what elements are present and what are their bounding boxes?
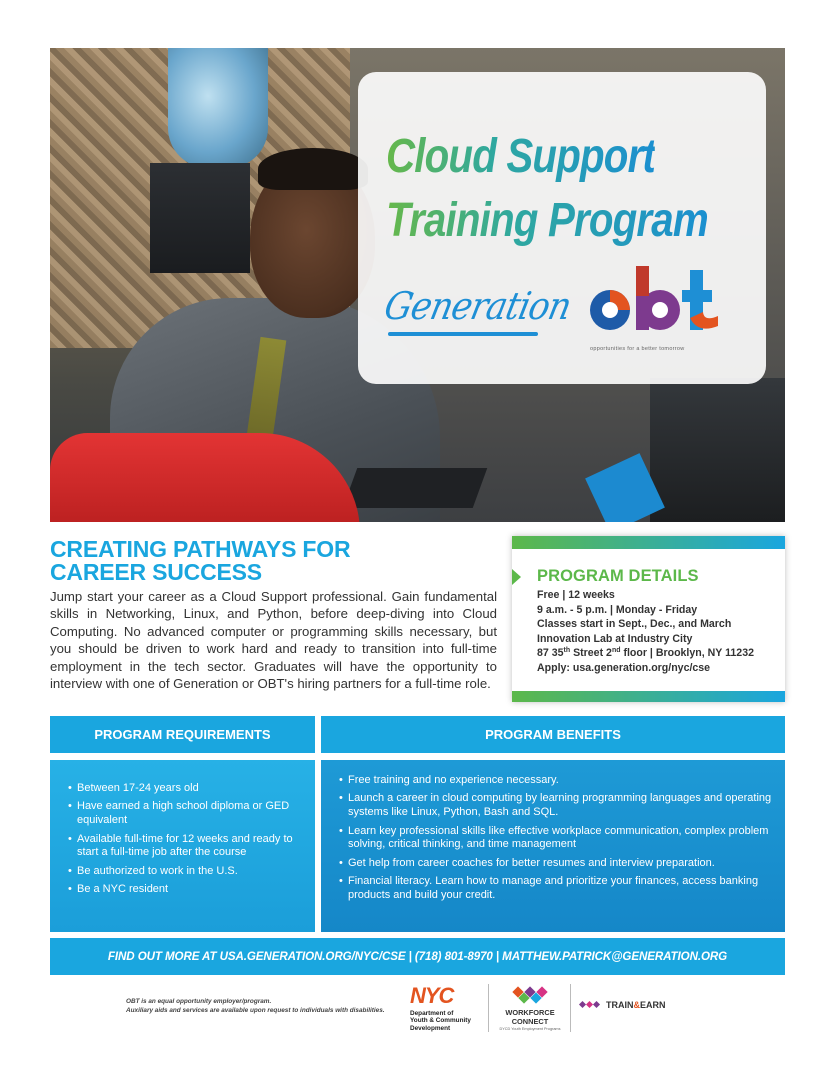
workforce-connect-wordmark: WORKFORCE CONNECT <box>505 1008 555 1026</box>
keyboard <box>343 468 488 508</box>
requirements-heading: PROGRAM REQUIREMENTS <box>50 716 315 753</box>
headline-line-2: CAREER SUCCESS <box>50 559 262 585</box>
details-bottom-bar <box>512 691 785 702</box>
program-details-lines <box>537 588 754 676</box>
nyc-wordmark: NYC <box>410 983 454 1008</box>
train-earn-logo <box>578 1000 666 1010</box>
intro-paragraph: Jump start your career as a Cloud Support professional. Gain fundamental skills in Networking, Linux, and Python, before deep-diving into Cloud Computing. No advanced computer or programming skills necessary, but you should be driven to work hard and ready to transition into full-time employment in the tech sector. Graduates will have the opportunity to interview with one of Generation or OBT's hiring partners for a full-time role. <box>50 589 497 692</box>
details-schedule: 9 a.m. - 5 p.m. | Monday - Friday <box>537 603 698 616</box>
list-item: • Get help from career coaches for better resumes and interview preparation. <box>339 857 779 871</box>
contact-bar[interactable]: FIND OUT MORE AT USA.GENERATION.ORG/NYC/CSE | (718) 801-8970 | MATTHEW.PATRICK@GENERATION.ORG <box>50 938 785 975</box>
generation-logo-underline <box>388 332 538 336</box>
disclaimer <box>126 997 385 1015</box>
nyc-dycd-logo <box>410 984 478 1032</box>
list-item: • Available full-time for 12 weeks and ready to start a full-time job after the course <box>68 833 308 861</box>
title-card <box>358 72 766 384</box>
disclaimer-line-1: OBT is an equal opportunity employer/program. <box>126 998 272 1005</box>
requirements-panel <box>50 760 315 932</box>
disclaimer-line-2: Auxiliary aids and services are available upon request to individuals with disabilities. <box>126 1007 385 1014</box>
list-item: • Launch a career in cloud computing by learning programming languages and operating systems like Linux, Python, Bash and SQL. <box>339 792 779 820</box>
list-item: • Be authorized to work in the U.S. <box>68 865 308 879</box>
list-item: • Between 17-24 years old <box>68 782 308 796</box>
obt-logo <box>588 260 728 340</box>
details-address: 87 35th Street 2nd floor | Brooklyn, NY 11232 <box>537 647 754 660</box>
logo-divider <box>488 984 489 1032</box>
list-item: • Have earned a high school diploma or GED equivalent <box>68 800 308 828</box>
details-location-name: Innovation Lab at Industry City <box>537 632 693 645</box>
headline-line-1: CREATING PATHWAYS FOR <box>50 536 351 562</box>
title-line-2: Training Program <box>386 194 708 247</box>
logo-divider <box>570 984 571 1032</box>
benefits-list <box>339 774 779 907</box>
generation-logo: Generation <box>380 284 575 328</box>
title-line-1: Cloud Support <box>386 130 656 183</box>
list-item: • Financial literacy. Learn how to manage and prioritize your finances, access banking products and build your credit. <box>339 875 779 903</box>
details-top-bar <box>512 536 785 549</box>
triangle-arrow-icon <box>512 569 521 585</box>
obt-tagline: opportunities for a better tomorrow <box>590 346 685 352</box>
requirements-list <box>68 782 308 902</box>
headline <box>50 538 490 584</box>
details-start-dates: Classes start in Sept., Dec., and March <box>537 618 732 631</box>
monitor <box>650 378 785 522</box>
workforce-connect-logo <box>495 984 565 1031</box>
diamonds-icon <box>578 1000 602 1010</box>
list-item: • Free training and no experience necessary. <box>339 774 779 788</box>
workforce-subtitle: DYCD Youth Employment Programs <box>499 1027 561 1032</box>
details-apply-link[interactable]: Apply: usa.generation.org/nyc/cse <box>537 661 711 674</box>
program-details-box <box>512 536 785 702</box>
details-cost-duration: Free | 12 weeks <box>537 589 615 601</box>
list-item: • Learn key professional skills like effective workplace communication, complex problem solving, critical thinking, and time management <box>339 825 779 853</box>
train-earn-wordmark: TRAIN&EARN <box>606 1000 666 1010</box>
benefits-panel <box>321 760 785 932</box>
diamonds-icon <box>510 984 550 1004</box>
list-item: • Be a NYC resident <box>68 883 308 897</box>
nyc-dept-name: Department of Youth & Community Development <box>410 1010 471 1032</box>
program-details-title: PROGRAM DETAILS <box>537 567 699 585</box>
benefits-heading: PROGRAM BENEFITS <box>321 716 785 753</box>
